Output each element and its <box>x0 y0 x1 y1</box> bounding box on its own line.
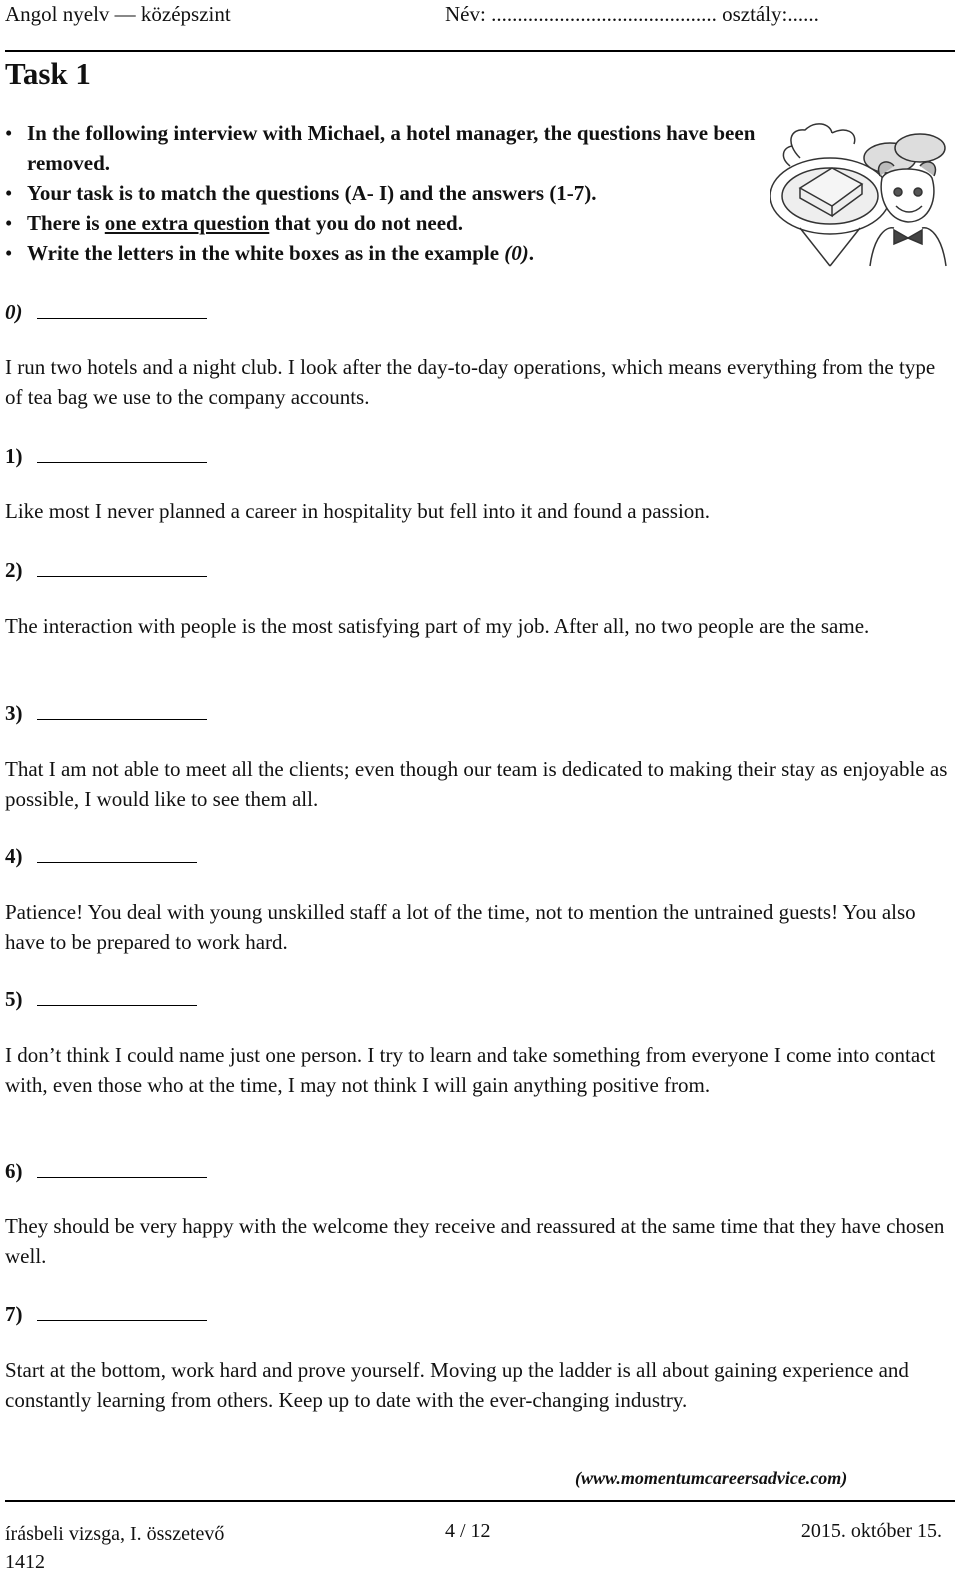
instruction-item <box>5 238 765 268</box>
instruction-item <box>5 178 765 208</box>
answer-blank[interactable] <box>37 1298 207 1321</box>
answer-blank[interactable] <box>37 554 207 577</box>
answer-text-6: They should be very happy with the welcome they receive and reassured at the same time that they have chosen well. <box>5 1214 945 1268</box>
question-number: 2) <box>5 558 23 582</box>
question-number: 7) <box>5 1302 23 1326</box>
page-header <box>5 2 955 28</box>
question-number: 5) <box>5 987 23 1011</box>
instruction-text: Write the letters in the white boxes as in the example <box>27 241 505 265</box>
answer-blank[interactable] <box>37 1155 207 1178</box>
question-item-3 <box>5 697 950 727</box>
header-rule <box>5 50 955 52</box>
answer-blank[interactable] <box>37 840 197 863</box>
footer-rule <box>5 1500 955 1502</box>
instruction-example-ref: (0) <box>504 241 529 265</box>
instruction-text: . <box>528 241 535 265</box>
question-number: 1) <box>5 444 23 468</box>
answer-blank[interactable] <box>37 983 197 1006</box>
question-item-6 <box>5 1155 950 1185</box>
answer-blank[interactable] <box>37 296 207 319</box>
question-item-1 <box>5 440 950 470</box>
question-number: 0) <box>5 300 23 324</box>
instruction-text: In the following interview with Michael, a hotel manager, the questions have been removed. <box>27 121 756 175</box>
answer-blank[interactable] <box>37 697 207 720</box>
footer-exam-code: 1412 <box>5 1551 45 1573</box>
instructions-list <box>5 118 765 268</box>
footer-exam-name: írásbeli vizsga, I. összetevő <box>5 1523 225 1545</box>
answer-blank[interactable] <box>37 440 207 463</box>
header-subject: Angol nyelv — középszint <box>5 2 231 26</box>
footer-exam-info <box>5 1520 224 1576</box>
answer-text-3: That I am not able to meet all the clients; even though our team is dedicated to making their stay as enjoyable as possible, I would like to see them all. <box>5 757 948 811</box>
header-name-class: Név: ........................................... osztály:...... <box>445 2 819 26</box>
answer-text-5: I don’t think I could name just one person. I try to learn and take something from everyone I come into contact with, even those who at the time, I may not think I will gain anything positive from. <box>5 1043 936 1097</box>
question-number: 4) <box>5 844 23 868</box>
question-item-7 <box>5 1298 950 1328</box>
instruction-item <box>5 208 765 238</box>
instruction-text: Your task is to match the questions (A- I) and the answers (1-7). <box>27 181 597 205</box>
answer-text-1: Like most I never planned a career in hospitality but fell into it and found a passion. <box>5 499 711 523</box>
question-number: 3) <box>5 701 23 725</box>
question-item-4 <box>5 840 950 870</box>
answer-text-0: I run two hotels and a night club. I look after the day-to-day operations, which means everything from the type of tea bag we use to the company accounts. <box>5 355 936 409</box>
question-item-5 <box>5 983 950 1013</box>
answer-text-4: Patience! You deal with young unskilled staff a lot of the time, not to mention the untrained guests! You also have to be prepared to work hard. <box>5 900 916 954</box>
answer-text-2: The interaction with people is the most satisfying part of my job. After all, no two people are the same. <box>5 614 870 638</box>
instruction-text: There is <box>27 211 105 235</box>
question-number: 6) <box>5 1159 23 1183</box>
question-item-2 <box>5 554 950 584</box>
instruction-emphasis: one extra question <box>104 211 270 235</box>
waiter-illustration <box>770 118 950 268</box>
question-item-0 <box>5 296 950 326</box>
instruction-item <box>5 118 765 178</box>
page-number: 4 / 12 <box>445 1520 491 1542</box>
task-title: Task 1 <box>5 56 91 91</box>
answer-text-7: Start at the bottom, work hard and prove yourself. Moving up the ladder is all about gaining experience and constantly learning from others. Keep up to date with the ever-changing industry. <box>5 1358 909 1412</box>
instruction-text: that you do not need. <box>269 211 463 235</box>
exam-date: 2015. október 15. <box>800 1520 942 1542</box>
source-citation: (www.momentumcareersadvice.com) <box>575 1468 848 1488</box>
